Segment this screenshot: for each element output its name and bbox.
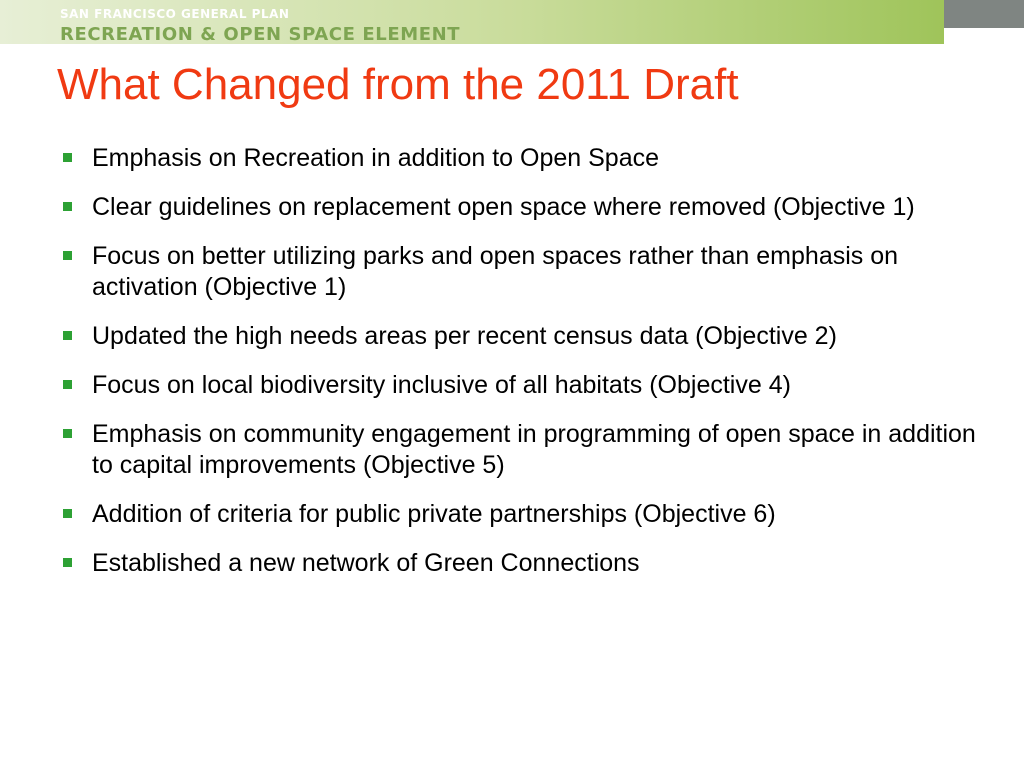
bullet-item [62,499,992,530]
header-plan-name: SAN FRANCISCO GENERAL PLAN [60,7,290,21]
bullet-item [62,419,992,481]
square-bullet-icon [63,202,72,211]
square-bullet-icon [63,509,72,518]
square-bullet-icon [63,558,72,567]
bullet-text: Established a new network of Green Connections [92,549,640,577]
bullet-text: Updated the high needs areas per recent census data (Objective 2) [92,322,837,350]
bullet-text: Focus on better utilizing parks and open spaces rather than emphasis on activation (Objective 1) [92,242,899,301]
bullet-item [62,143,992,174]
bullet-text: Emphasis on community engagement in programming of open space in addition to capital improvements (Objective 5) [92,420,976,479]
bullet-text: Focus on local biodiversity inclusive of all habitats (Objective 4) [92,371,791,399]
bullet-item [62,548,992,579]
bullet-text: Clear guidelines on replacement open space where removed (Objective 1) [92,193,915,221]
header-corner-block [944,0,1024,28]
header-element-name: RECREATION & OPEN SPACE ELEMENT [60,24,461,45]
bullet-list [62,143,992,597]
bullet-item [62,192,992,223]
square-bullet-icon [63,251,72,260]
slide-title: What Changed from the 2011 Draft [57,60,739,109]
bullet-item [62,241,992,303]
bullet-text: Emphasis on Recreation in addition to Open Space [92,144,660,172]
square-bullet-icon [63,331,72,340]
square-bullet-icon [63,380,72,389]
square-bullet-icon [63,153,72,162]
bullet-item [62,370,992,401]
bullet-text: Addition of criteria for public private partnerships (Objective 6) [92,500,776,528]
square-bullet-icon [63,429,72,438]
bullet-item [62,321,992,352]
